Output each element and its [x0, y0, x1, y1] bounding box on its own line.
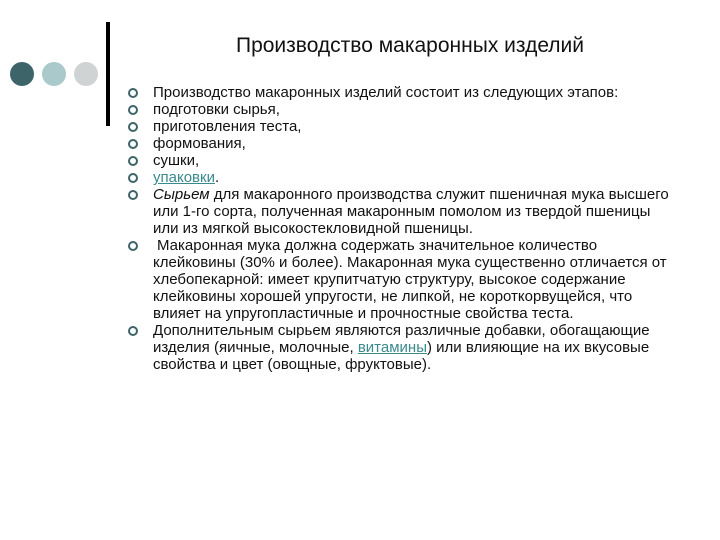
- ring-bullet-icon: [128, 105, 138, 115]
- flour-text: Макаронная мука должна содержать значительное количество клейковины (30% и более). Макаронная мука существенно отличается от хлебопекарной: имеет крупитчатую структуру, высокое содержание клейковины хорошей упругости, не липкой, не короткорвущейся, что влияет на упругопластичные и прочностные свойства теста.: [153, 237, 667, 322]
- raw-material-text: для макаронного производства служит пшеничная мука высшего или 1-го сорта, полученная макаронным помолом из твердой пшеницы или из мягкой высокостекловидной пшеницы.: [153, 186, 669, 237]
- ring-bullet-icon: [128, 173, 138, 183]
- vitamins-link[interactable]: витамины: [357, 339, 427, 356]
- bullet-item-flour: [128, 237, 676, 322]
- ring-bullet-icon: [128, 326, 138, 336]
- ring-bullet-icon: [128, 156, 138, 166]
- ring-bullet-icon: [128, 139, 138, 149]
- ring-bullet-icon: [128, 88, 138, 98]
- bullet-item-stage-1: [128, 101, 676, 118]
- gray-dot-icon: [74, 62, 98, 86]
- light-teal-dot-icon: [42, 62, 66, 86]
- vertical-divider: [106, 22, 110, 126]
- stage-text: приготовления теста,: [153, 118, 302, 135]
- bullet-item-stage-4: [128, 152, 676, 169]
- ring-bullet-icon: [128, 190, 138, 200]
- ring-bullet-icon: [128, 122, 138, 132]
- dark-dot-icon: [10, 62, 34, 86]
- bullet-item-raw-material: [128, 186, 676, 237]
- slide-title: Производство макаронных изделий: [235, 34, 585, 57]
- packaging-link[interactable]: упаковки: [153, 169, 215, 186]
- additives-text-start: Дополнительным сырьем являются различные добавки, обогащающие изделия (яичные, молочные,: [153, 322, 650, 356]
- bullet-item-stage-5: [128, 169, 676, 186]
- stage-text: сушки,: [153, 152, 200, 169]
- stage-text: подготовки сырья,: [153, 101, 280, 118]
- intro-text: состоит из следующих этапов:: [401, 84, 619, 101]
- stage-text: формования,: [153, 135, 246, 152]
- intro-subject: Производство макаронных изделий: [153, 84, 402, 101]
- bullet-list: [128, 84, 676, 373]
- bullet-item-intro: [128, 84, 676, 101]
- slide-content: [128, 84, 676, 373]
- bullet-item-additives: [128, 322, 676, 373]
- stage-end: .: [214, 169, 220, 186]
- additives-text-end: ) или влияющие на их вкусовые свойства и цвет (овощные, фруктовые).: [153, 339, 650, 373]
- ring-bullet-icon: [128, 241, 138, 251]
- bullet-item-stage-2: [128, 118, 676, 135]
- bullet-item-stage-3: [128, 135, 676, 152]
- raw-material-term: Сырьем: [153, 186, 210, 203]
- decorative-dots: [10, 62, 100, 92]
